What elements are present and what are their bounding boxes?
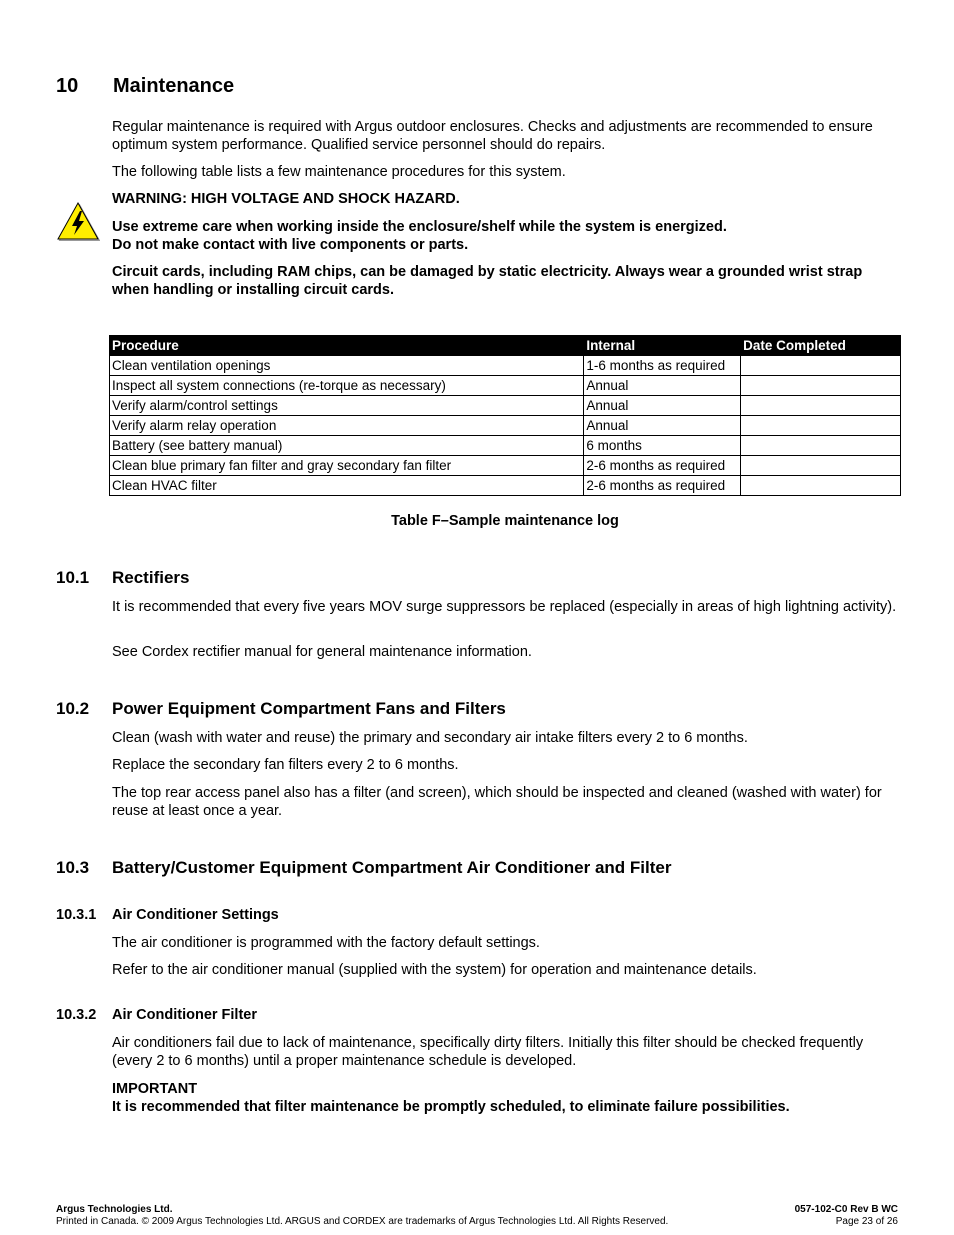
column-header-procedure: Procedure: [110, 336, 584, 356]
important-text: It is recommended that filter maintenance be promptly scheduled, to eliminate failure possibilities.: [112, 1099, 790, 1115]
cell-procedure: Clean ventilation openings: [110, 356, 584, 376]
section-title: Battery/Customer Equipment Compartment Air Conditioner and Filter: [112, 858, 672, 877]
cell-internal: Annual: [584, 376, 741, 396]
section-number: 10.1: [56, 568, 90, 587]
section-number: 10.3.2: [56, 1007, 97, 1023]
table-row: [110, 416, 901, 436]
warning-line-2: Do not make contact with live components or parts.: [112, 237, 469, 253]
cell-date-completed: [741, 376, 901, 396]
high-voltage-warning-icon: [56, 201, 100, 241]
footer-company: Argus Technologies Ltd.: [56, 1204, 173, 1215]
cell-internal: 6 months: [584, 436, 741, 456]
ac-settings-paragraph-2: Refer to the air conditioner manual (supplied with the system) for operation and maintenance details.: [112, 962, 757, 978]
table-row: [110, 436, 901, 456]
ac-filter-paragraph-1: Air conditioners fail due to lack of maintenance, specifically dirty filters. Initially this filter should be checked frequently (every 2 to 6 months) until a proper maintenance schedule is developed.: [112, 1035, 864, 1069]
fans-paragraph-3: The top rear access panel also has a filter (and screen), which should be inspected and cleaned (washed with water) for reuse at least once a year.: [112, 785, 882, 819]
table-row: [110, 396, 901, 416]
section-title: Power Equipment Compartment Fans and Filters: [112, 699, 506, 718]
cell-date-completed: [741, 476, 901, 496]
maintenance-log-table: [109, 335, 901, 496]
cell-date-completed: [741, 436, 901, 456]
warning-title: WARNING: HIGH VOLTAGE AND SHOCK HAZARD.: [112, 191, 460, 207]
section-title: Air Conditioner Settings: [112, 907, 279, 923]
cell-procedure: Clean blue primary fan filter and gray secondary fan filter: [110, 456, 584, 476]
cell-procedure: Verify alarm relay operation: [110, 416, 584, 436]
section-number: 10.3: [56, 858, 90, 877]
fans-paragraph-1: Clean (wash with water and reuse) the primary and secondary air intake filters every 2 to 6 months.: [112, 730, 748, 746]
cell-internal: 2-6 months as required: [584, 476, 741, 496]
fans-paragraph-2: Replace the secondary fan filters every 2 to 6 months.: [112, 757, 459, 773]
cell-procedure: Clean HVAC filter: [110, 476, 584, 496]
section-title: Rectifiers: [112, 568, 190, 587]
cell-internal: 1-6 months as required: [584, 356, 741, 376]
footer-copyright: Printed in Canada. © 2009 Argus Technologies Ltd. ARGUS and CORDEX are trademarks of Argus Technologies Ltd. All Rights Reserved.: [56, 1216, 669, 1227]
intro-paragraph-1: Regular maintenance is required with Argus outdoor enclosures. Checks and adjustments are recommended to ensure optimum system performance. Qualified service personnel should do repairs.: [112, 119, 873, 153]
table-row: [110, 376, 901, 396]
column-header-internal: Internal: [584, 336, 741, 356]
cell-procedure: Inspect all system connections (re-torque as necessary): [110, 376, 584, 396]
important-label: IMPORTANT: [112, 1081, 198, 1097]
rectifiers-paragraph-2: See Cordex rectifier manual for general maintenance information.: [112, 644, 532, 660]
ac-settings-paragraph-1: The air conditioner is programmed with the factory default settings.: [112, 935, 540, 951]
section-number: 10: [56, 75, 79, 97]
table-row: [110, 476, 901, 496]
table-caption: Table F–Sample maintenance log: [391, 513, 619, 529]
cell-date-completed: [741, 396, 901, 416]
cell-date-completed: [741, 456, 901, 476]
section-number: 10.3.1: [56, 907, 97, 923]
section-title: Maintenance: [113, 75, 235, 97]
warning-line-1: Use extreme care when working inside the enclosure/shelf while the system is energized.: [112, 219, 727, 235]
intro-paragraph-2: The following table lists a few maintenance procedures for this system.: [112, 164, 566, 180]
table-row: [110, 456, 901, 476]
footer-page-number: Page 23 of 26: [835, 1216, 898, 1227]
section-title: Air Conditioner Filter: [112, 1007, 257, 1023]
warning-line-3: Circuit cards, including RAM chips, can be damaged by static electricity. Always wear a grounded wrist strap when handling or installing circuit cards.: [112, 264, 863, 298]
cell-date-completed: [741, 416, 901, 436]
rectifiers-paragraph-1: It is recommended that every five years MOV surge suppressors be replaced (especially in areas of high lightning activity).: [112, 599, 897, 615]
cell-internal: Annual: [584, 416, 741, 436]
cell-procedure: Verify alarm/control settings: [110, 396, 584, 416]
table-header-row: [110, 336, 901, 356]
table-row: [110, 356, 901, 376]
cell-procedure: Battery (see battery manual): [110, 436, 584, 456]
cell-date-completed: [741, 356, 901, 376]
column-header-date-completed: Date Completed: [741, 336, 901, 356]
cell-internal: 2-6 months as required: [584, 456, 741, 476]
section-number: 10.2: [56, 699, 90, 718]
cell-internal: Annual: [584, 396, 741, 416]
footer-doc-number: 057-102-C0 Rev B WC: [794, 1204, 898, 1215]
